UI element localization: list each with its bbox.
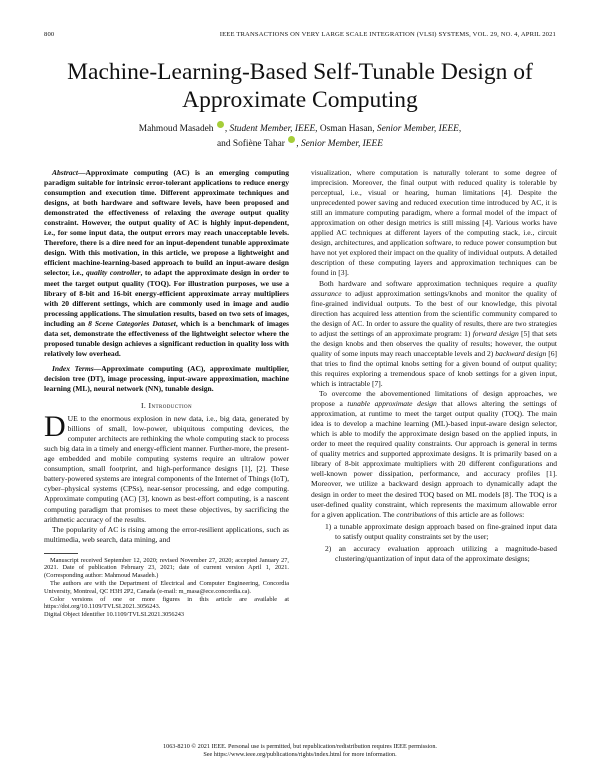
body-paragraph: To overcome the abovementioned limitations of design approaches, we propose a tunable approximate design that allows altering the settings of approximation, at runtime to meet the target output quality (TOQ). The main idea is to develop a machine learning (ML)-based input-aware design selector, which is able to modify the approximate design based on the applied inputs, in order to meet the required quality constraints. Our approach is general in terms of quality metrics and supported approximate designs. It is primarily based on a library of 8-bit approximate multipliers with 20 different configurations and well-known power dissipation, performance, and accuracy profiles [1]. Moreover, we utilize a backward design approach to dynamically adapt the design in order to meet the desired TOQ based on ML models [8]. The TOQ is a user-defined quality constraint, which represents the maximum allowable error for a given application. The contributions of this article are as follows: (311, 389, 557, 519)
author-name: Mahmoud Masadeh (138, 124, 214, 134)
section-heading: I. Introduction (140, 401, 193, 411)
list-item: 2) an accuracy evaluation approach utilizing a magnitude-based clustering/quantization of input data of the approximate designs; (325, 543, 557, 563)
drop-cap: D (44, 410, 66, 444)
running-header (44, 31, 556, 41)
intro-paragraph: DUE to the enormous explosion in new data, i.e., big data, generated by billions of small, low-power, ubiquitous computing devices, the computer architects are rethinking the whole computing stack to process such big data in a timely and energy-efficient manner. Further-more, the present-age embedded and mobile computing systems require an ultralow power consumption, small footprint, and high-performance designs [1], [2]. These battery-powered systems are integral components of the Internet of Things (IoT), cyber–physical systems (CPSs), near-sensor processing, and edge computing. Approximate computing (AC) [3], known as best-effort computing, is a nascent computing paradigm that promises to meet these objectives, by sacrificing the arithmetic accuracy of the results. (44, 410, 289, 524)
author-membership: Senior Member, IEEE (376, 124, 459, 134)
author-list: Mahmoud Masadeh , Student Member, IEEE, Osman Hasan, Senior Member, IEEE, and Sofiène Tahar , Senior Member, IEEE (60, 121, 540, 151)
index-terms: Index Terms—Approximate computing (AC), approximate multiplier, decision tree (DT), image processing, input-aware approximation, machine learning (ML), neural network (NN), tunable design. (44, 363, 289, 393)
body-paragraph: Both hardware and software approximation techniques require a quality assurance to adjust approximation settings/knobs and monitor the quality of fine-grained individual outputs. To the best of our knowledge, this pivotal direction has acquired less attention from the scientific community compared to the design of AC. In order to assure the quality of results, there are two strategies to adjust the settings of an approximate program: 1) forward design [5] that sets the design knobs and then observes the quality of results; however, the output quality of some inputs may reach unacceptable levels and 2) backward design [6] that tries to find the optimal knobs setting for a given bound of output quality; this requires exploring a tremendous space of knob settings for a given input, which is intractable [7]. (311, 278, 558, 388)
footnote: Manuscript received September 12, 2020; revised November 27, 2020; accepted January 27, 2021. Date of publication February 23, 2021; date of current version April 1, 2021. (Corresponding author: Mahmoud Masadeh.) (44, 556, 289, 580)
footnote: Color versions of one or more figures in this article are available at https://doi.org/10.1109/TVLSI.2021.3056243. (44, 595, 289, 611)
author-membership: Senior Member, IEEE (300, 139, 383, 149)
orcid-icon[interactable] (288, 136, 295, 143)
author-name: Sofiène Tahar (232, 139, 285, 149)
orcid-icon[interactable] (217, 121, 224, 128)
intro-paragraph: The popularity of AC is rising among the error-resilient applications, such as multimedia, web search, data mining, and (44, 524, 289, 544)
right-column (311, 168, 557, 566)
page-number: 800 (44, 31, 55, 38)
paper-title: Machine-Learning-Based Self-Tunable Design of Approximate Computing (67, 59, 533, 113)
contribution-list (311, 522, 557, 564)
footnote-rule (44, 553, 78, 554)
body-paragraph: visualization, where computation is naturally tolerant to some degree of imprecision. Moreover, the final output with reduced quality is tolerable by perceptual, i.e., visual or hearing, human limitations [4]. Despite the unprecedented power saving and reduced execution time introduced by AC, it is still an immature computing paradigm, where a formal model of the impact of approximation on other design metrics is still missing [4]. Various works have applied AC techniques at different layers of the computing stack, i.e., circuit design, architectures, and application software, to reduce power consumption but have not yet explored their impact on the quality of individual outputs. A detailed description of these computing layers and approximation techniques can be found in [3]. (311, 168, 557, 278)
journal-title: IEEE TRANSACTIONS ON VERY LARGE SCALE INTEGRATION (VLSI) SYSTEMS, VOL. 29, NO. 4, APRIL 2021 (219, 31, 556, 38)
left-column (44, 168, 289, 619)
author-membership: Student Member, IEEE (229, 124, 316, 134)
list-item: 1) a tunable approximate design approach based on fine-grained input data to satisfy output quality constraints set by the user; (325, 521, 557, 541)
abstract: Abstract—Approximate computing (AC) is an emerging computing paradigm suitable for intrinsic error-tolerant applications to reduce energy consumption and execution time. Different approximate techniques and designs, at both hardware and software levels, have been proposed and demonstrated the effectiveness of relaxing the average output quality constraint. However, the output quality of AC is highly input-dependent, i.e., for some input data, the output errors may reach unacceptable levels. Therefore, there is a dire need for an input-dependent tunable approximate design. With this motivation, in this article, we propose a lightweight and efficient machine-learning-based approach to build an input-aware design selector, i.e., quality controller, to adapt the approximate design in order to meet the target output quality (TOQ). For illustration purposes, we use a library of 8-bit and 16-bit energy-efficient approximate array multipliers with 20 different settings, which are commonly used in image and audio processing applications. The simulation results, based on two sets of images, including an 8 Scene Categories Dataset, which is a benchmark of images data set, demonstrate the effectiveness of the lightweight selector where the proposed tunable design achieves a significant reduction in quality loss with relatively low overhead. (44, 168, 290, 358)
footnote: Digital Object Identifier 10.1109/TVLSI.2021.3056243 (44, 611, 185, 619)
author-name: Osman Hasan (319, 124, 373, 134)
copyright-notice: 1063-8210 © 2021 IEEE. Personal use is permitted, but republication/redistribution requires IEEE permission. See https://www.ieee.org/publications/rights/index.html for more information. (163, 743, 437, 759)
footnote: The authors are with the Department of Electrical and Computer Engineering, Concordia University, Montreal, QC H3H 2P2, Canada (e-mail: m_masa@ece.concordia.ca). (44, 580, 289, 595)
